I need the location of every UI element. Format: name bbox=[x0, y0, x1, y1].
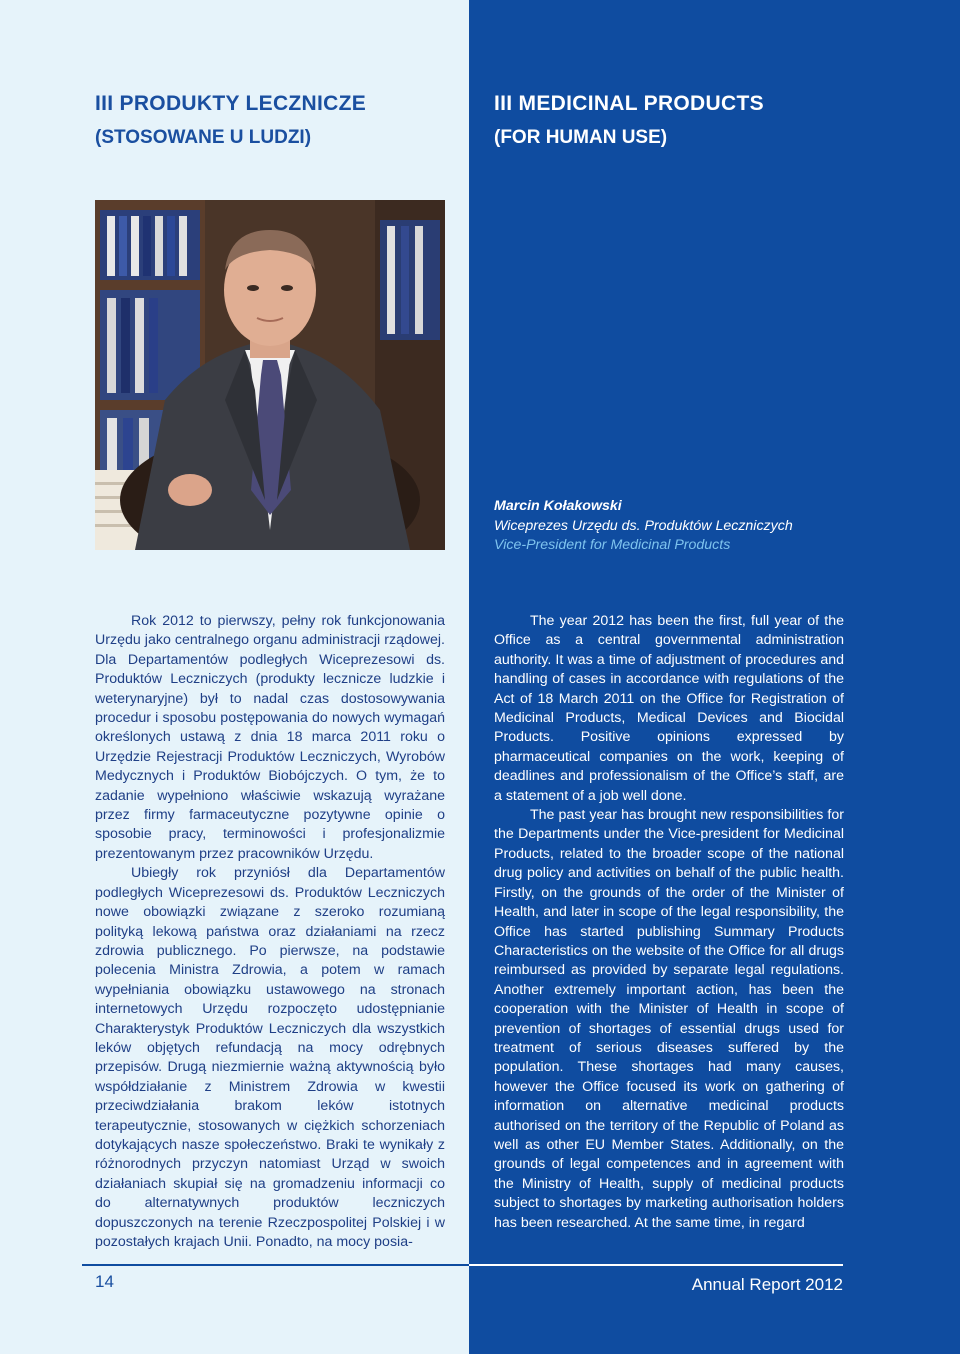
paragraph: Ubiegły rok przyniósł dla Departamentów podległych Wiceprezesowi ds. Produktów Leczniczych nowe obowiązki związane z szeroko rozumianą polityką lekową państwa oraz działaniami na rzecz zdrowia publicznego. Po pierwsze, na podstawie polecenia Ministra Zdrowia, a potem w ramach wypełniania obowiązku ustawowego na stronach internetowych Urzędu rozpoczęto udostępnianie Charakterystyk Produktów Leczniczych dla wszystkich leków objętych refundacją na mocy odrębnych przepisów. Drugą niezmiernie ważną aktywnością było współdziałanie z Ministrem Zdrowia w kwestii przeciwdziałania brakom leków istotnych terapeutycznie, stosowanych w ciężkich schorzeniach dotykających nasze społeczeństwo. Braki te wynikały z różnorodnych przyczyn natomiast Urząd w swoich działaniach skupiał się na gromadzeniu informacji co do alternatywnych produktów leczniczych dopuszczonych na terenie Rzeczpospolitej Polskiej i w pozostałych krajach Unii. Ponadto, na mocy posia- bbox=[95, 865, 445, 1250]
footer-rule bbox=[469, 1264, 843, 1266]
caption-name: Marcin Kołakowski bbox=[494, 498, 622, 514]
body-text-english bbox=[494, 612, 844, 1233]
body-text-polish bbox=[95, 612, 445, 1252]
heading-polish: III PRODUKTY LECZNICZE bbox=[95, 92, 367, 115]
right-panel bbox=[469, 0, 960, 1354]
caption-role-polish: Wiceprezes Urzędu ds. Produktów Leczniczych bbox=[494, 517, 793, 534]
paragraph: The year 2012 has been the first, full year of the Office as a central governmental administration authority. It was a time of adjustment of procedures and handling of cases in accordance with regulations of the Act of 18 March 2011 on the Office for Registration of Medicinal Products, Medical Devices and Biocidal Products. Positive opinions expressed by pharmaceutical companies on the work, keeping of deadlines and professionalism of the Office’s staff, are a statement of a job well done. bbox=[494, 613, 844, 804]
caption-role-english: Vice-President for Medicinal Products bbox=[494, 537, 731, 553]
footer-rule bbox=[82, 1264, 469, 1266]
paragraph: Rok 2012 to pierwszy, pełny rok funkcjonowania Urzędu jako centralnego organu administracji rządowej. Dla Departamentów podległych Wiceprezesowi ds. Produktów Leczniczych (produkty lecznicze ludzkie i weterynaryjne) był to nadal czas dostosowywania procedur i sposobu postępowania do nowych wymagań określonych ustawą z dnia 18 marca 2011 roku o Urzędzie Rejestracji Produktów Leczniczych, Wyrobów Medycznych i Produktów Biobójczych. O tym, że to zadanie wypełniono właściwie wskazują wyrażane przez firmy farmaceutyczne pozytywne opinie o sposobie pracy, terminowości i profesjonalizmie prezentowanym przez pracowników Urzędu. bbox=[95, 613, 445, 862]
photo-caption bbox=[494, 497, 934, 556]
paragraph: The past year has brought new responsibilities for the Departments under the Vice-president for Medicinal Products, related to the broader scope of the national drug policy and activities on behalf of the public health. Firstly, on the grounds of the order of the Minister of Health, and later in scope of the legal responsibility, the Office has started publishing Summary Products Characteristics on the website of the Office for all drugs reimbursed as provided by separate legal regulations. Another extremely important action, has been the cooperation with the Minister of Health in scope of prevention of shortages of essential drugs used for treatment of serious diseases suffered by the population. These shortages had many causes, however the Office focused its work on gathering of information on alternative medicinal products authorised on the territory of the Republic of Poland as well as other EU Member States. Additionally, on the grounds of legal competences and in agreement with the Ministry of Health, supply of medicinal products subject to shortages by marketing authorisation holders has been researched. At the same time, in regard bbox=[494, 807, 844, 1231]
page-number: 14 bbox=[95, 1272, 114, 1291]
portrait-photo bbox=[95, 200, 445, 550]
subheading-polish: (STOSOWANE U LUDZI) bbox=[95, 127, 312, 148]
subheading-english: (FOR HUMAN USE) bbox=[494, 127, 668, 148]
left-panel bbox=[0, 0, 469, 1354]
heading-english: III MEDICINAL PRODUCTS bbox=[494, 92, 764, 115]
report-title: Annual Report 2012 bbox=[691, 1275, 843, 1294]
